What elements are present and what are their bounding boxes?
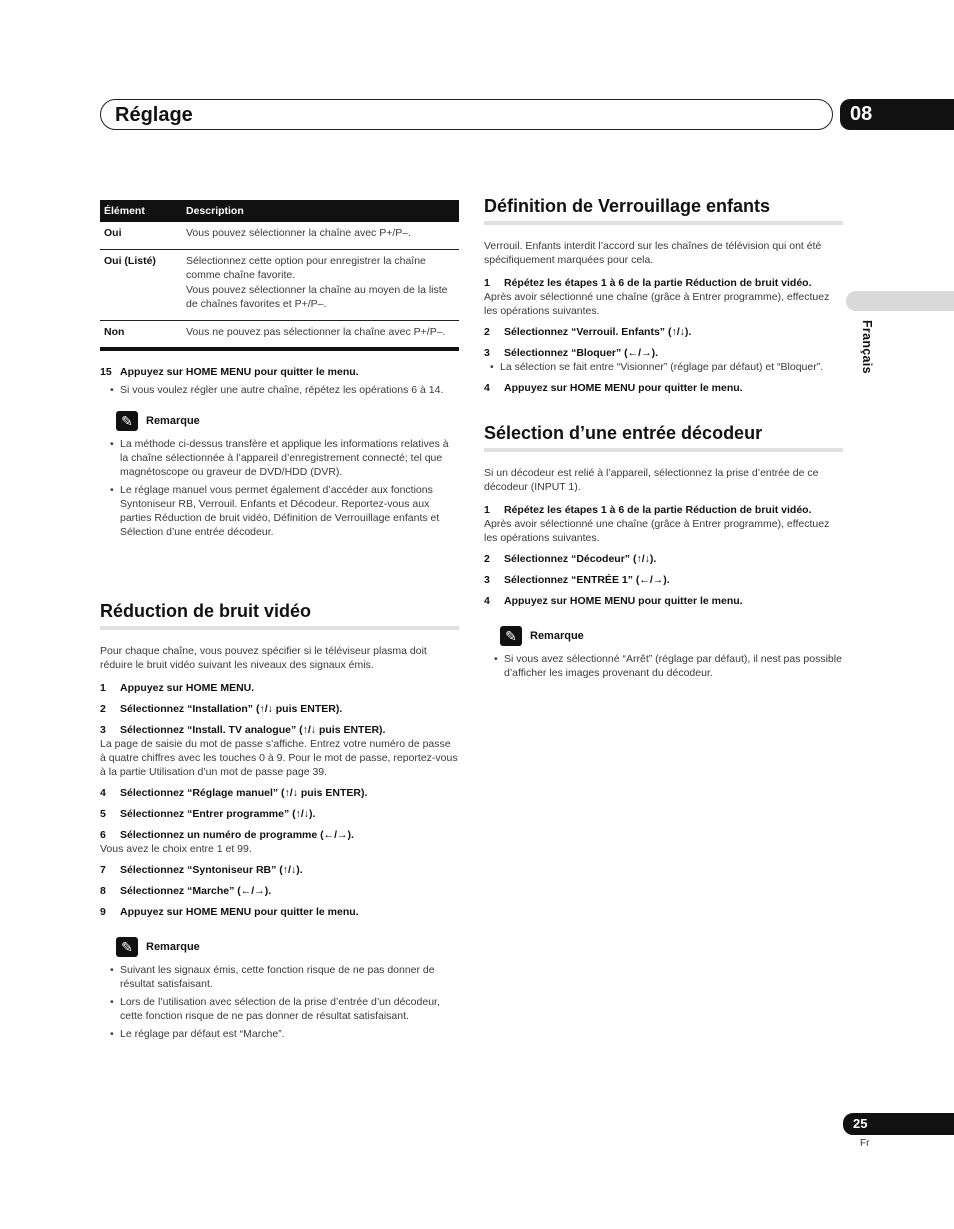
step-text: Sélectionnez “Décodeur” (↑/↓). [504,553,657,565]
step-3 [484,573,843,587]
table-cell-description: Vous pouvez sélectionner la chaîne avec P+/P–. [182,222,459,249]
step-3 [484,346,843,360]
pencil-icon: ✎ [116,411,138,431]
step-number: 9 [100,906,106,918]
step-number: 3 [484,574,490,586]
step-5 [100,807,459,821]
table-header-row [100,200,459,222]
step-text: Sélectionnez “Entrer programme” (↑/↓). [120,808,316,820]
step-3-bullets [492,360,843,374]
bullet-item: • La sélection se fait entre “Visionner” (réglage par défaut) et “Bloquer”. [492,360,843,374]
note-title: Remarque [146,415,200,427]
step-number: 4 [484,382,490,394]
page-number: 25 [853,1116,868,1131]
section-intro: Pour chaque chaîne, vous pouvez spécifier si le téléviseur plasma doit réduire le bruit vidéo suivant les niveaux des signaux émis. [100,645,427,671]
step-number: 15 [100,366,112,378]
page-number-badge [843,1113,954,1135]
step-body: La page de saisie du mot de passe s’affiche. Entrez votre numéro de passe à quatre chiffres avec les touches 0 à 9. Pour le mot de passe, reportez-vous à la partie Utilisation d’un mot de passe page 39. [100,738,458,778]
section-intro: Verrouil. Enfants interdit l’accord sur les chaînes de télévision qui ont été spécifiquement marquées pour cela. [484,240,822,266]
table-cell-description [182,249,459,320]
step-number: 3 [100,724,106,736]
step-text: Répétez les étapes 1 à 6 de la partie Réduction de bruit vidéo. [504,277,812,289]
bullet-item: • La méthode ci-dessus transfère et applique les informations relatives à la chaîne sélectionnée à l’appareil d’enregistrement connecté; tel que magnétoscope ou graveur de DVD/HDD (DVR). [112,437,459,479]
step-text: Sélectionnez “ENTRÉE 1” (←/→). [504,574,670,586]
section-title: Réduction de bruit vidéo [100,600,459,630]
table-header-description: Description [182,200,459,222]
step-4 [484,594,843,608]
chapter-number: 08 [850,103,873,125]
bullet-item: • Suivant les signaux émis, cette fonction risque de ne pas donner de résultat satisfaisant. [112,963,459,991]
pencil-icon: ✎ [500,626,522,646]
step-number: 8 [100,885,106,897]
bullet-item: • Le réglage manuel vous permet également d’accéder aux fonctions Syntoniseur RB, Verrouil. Enfants et Décodeur. Reportez-vous aux parties Réduction de bruit vidéo, Définition de Verrouillage enfants et Sélection d’une entrée décodeur. [112,483,459,539]
step-text: Appuyez sur HOME MENU pour quitter le menu. [120,366,359,378]
step-text: Sélectionnez “Syntoniseur RB” (↑/↓). [120,864,303,876]
bullet-item: • Lors de l’utilisation avec sélection de la prise d’entrée d’un décodeur, cette fonction risque de ne pas donner de résultat satisfaisant. [112,995,459,1023]
step-4 [100,786,459,800]
step-number: 2 [484,326,490,338]
step-1 [100,681,459,695]
step-text: Sélectionnez “Verrouil. Enfants” (↑/↓). [504,326,692,338]
step-text: Sélectionnez “Réglage manuel” (↑/↓ puis ENTER). [120,787,368,799]
step-body: Après avoir sélectionné une chaîne (grâce à Entrer programme), effectuez les opérations suivantes. [484,291,830,317]
step-text: Appuyez sur HOME MENU pour quitter le menu. [504,382,743,394]
parental-lock-section [484,195,843,395]
table-cell-element: Oui [100,222,182,249]
note-title: Remarque [146,941,200,953]
note-title: Remarque [530,630,584,642]
note-1-bullets [112,437,459,539]
bullet-item: • Le réglage par défaut est “Marche”. [112,1027,459,1041]
step-body: Après avoir sélectionné une chaîne (grâce à Entrer programme), effectuez les opérations suivantes. [484,518,830,544]
description-line: Vous pouvez sélectionner la chaîne au moyen de la liste de chaînes favorites et P+/P–. [186,283,448,310]
step-text: Sélectionnez “Install. TV analogue” (↑/↓ puis ENTER). [120,724,386,736]
step-text: Appuyez sur HOME MENU pour quitter le menu. [120,906,359,918]
step-2 [484,325,843,339]
step-15 [100,365,459,379]
step-number: 1 [484,504,490,516]
step-7 [100,863,459,877]
step-number: 2 [484,553,490,565]
section-intro: Si un décodeur est relié à l’appareil, sélectionnez la prise d’entrée de ce décodeur (INPUT 1). [484,467,819,493]
language-label: Français [860,320,874,374]
step-8 [100,884,459,898]
page-language-code: Fr [860,1138,870,1149]
note-2-bullets [112,963,459,1041]
step-4 [484,381,843,395]
chapter-badge [840,99,954,130]
table-header-element: Élément [100,200,182,222]
step-text: Sélectionnez “Bloquer” (←/→). [504,347,659,359]
language-tab [846,291,954,311]
bullet-item: • Si vous avez sélectionné “Arrêt” (réglage par défaut), il nest pas possible d’afficher les images provenant du décodeur. [496,652,843,680]
step-text: Sélectionnez “Marche” (←/→). [120,885,272,897]
table-row [100,222,459,249]
note-bullets [496,652,843,680]
step-2 [484,552,843,566]
step-15-bullets [112,383,459,397]
step-number: 3 [484,347,490,359]
step-number: 2 [100,703,106,715]
table-cell-element: Oui (Listé) [100,249,182,320]
step-number: 5 [100,808,106,820]
step-number: 7 [100,864,106,876]
step-number: 1 [484,277,490,289]
step-number: 4 [100,787,106,799]
step-body: Vous avez le choix entre 1 et 99. [100,843,252,855]
decoder-section [484,422,843,680]
step-3 [100,723,459,737]
table-row [100,320,459,349]
noise-section [100,600,459,1041]
step-6 [100,828,459,842]
bullet-item: • Si vous voulez régler une autre chaîne, répétez les opérations 6 à 14. [112,383,459,397]
chapter-header [100,99,833,130]
left-column [100,200,459,539]
section-title: Sélection d’une entrée décodeur [484,422,843,452]
step-1 [484,503,843,517]
step-text: Appuyez sur HOME MENU pour quitter le menu. [504,595,743,607]
note-heading [116,937,459,957]
note-heading [500,626,843,646]
step-text: Répétez les étapes 1 à 6 de la partie Réduction de bruit vidéo. [504,504,812,516]
table-cell-element: Non [100,320,182,349]
options-table [100,200,459,351]
note-heading [116,411,459,431]
step-text: Appuyez sur HOME MENU. [120,682,255,694]
step-number: 6 [100,829,106,841]
page-title: Réglage [115,104,193,126]
section-title: Définition de Verrouillage enfants [484,195,843,225]
step-2 [100,702,459,716]
step-1 [484,276,843,290]
table-row [100,249,459,320]
step-number: 4 [484,595,490,607]
step-number: 1 [100,682,106,694]
table-cell-description: Vous ne pouvez pas sélectionner la chaîne avec P+/P–. [182,320,459,349]
step-text: Sélectionnez “Installation” (↑/↓ puis ENTER). [120,703,343,715]
step-text: Sélectionnez un numéro de programme (←/→). [120,829,354,841]
step-9 [100,905,459,919]
description-line: Sélectionnez cette option pour enregistrer la chaîne comme chaîne favorite. [186,254,426,281]
pencil-icon: ✎ [116,937,138,957]
